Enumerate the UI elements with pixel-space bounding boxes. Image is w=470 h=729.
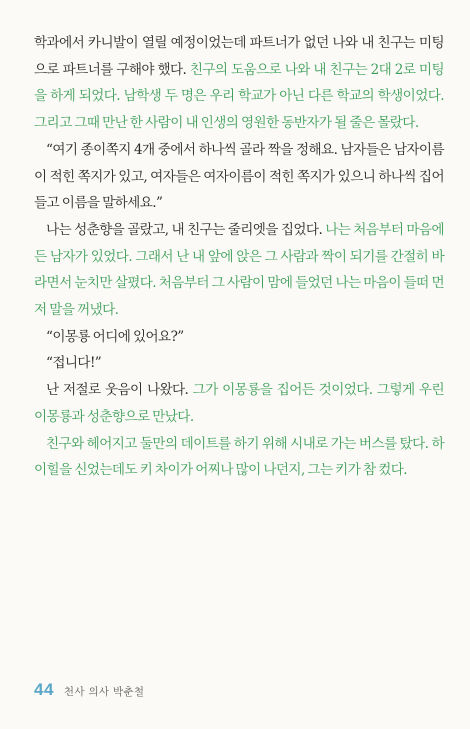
paragraph-2: [34, 137, 444, 217]
paragraph-7: [34, 431, 444, 484]
body-text-segment: “여기 종이쪽지 4개 중에서 하나씩 골라 짝을 정해요. 남자들은 남자이름이 적힌 쪽지가 있고, 여자들은 여자이름이 적힌 쪽지가 있으니 하나씩 집어 들고 이름을 말하세요.”: [34, 141, 444, 212]
paragraph-3: [34, 217, 444, 324]
highlighted-text: 그가 이몽룡을 집어든 것이었다. 그렇게 우린 이몽룡과 성춘향으로 만났다.: [34, 382, 444, 425]
highlighted-text: 친구와 헤어지고 둘만의 데이트를 하기 위해 시내로 가는 버스를 탔다. 하이힐을 신었는데도 키 차이가 어찌나 많이 나던지, 그는 키가 참 컸다.: [34, 435, 444, 479]
paragraph-1: [34, 30, 444, 137]
body-text-segment: “접니다!”: [46, 355, 102, 372]
page-number: 44: [34, 680, 54, 699]
body-text: [34, 30, 444, 484]
body-text-segment: 학과에서 카니발이 열릴 예정이었는데 파트너가 없던 나와 내 친구는 미팅으로 파트너를 구해야 했다.: [34, 35, 444, 78]
body-text-segment: 나는 성춘향을 골랐고, 내 친구는 줄리엣을 집었다.: [46, 221, 326, 238]
highlighted-text: 친구의 도움으로 나와 내 친구는 2대 2로 미팅을 하게 되었다. 남학생 두 명은 우리 학교가 아닌 다른 학교의 학생이었다. 그리고 그때 만난 한 사람이 내 인생의 영원한 동반자가 될 줄은 몰랐다.: [34, 61, 444, 132]
paragraph-6: [34, 377, 444, 430]
highlighted-text: 나는 처음부터 마음에 든 남자가 있었다. 그래서 난 내 앞에 앉은 그 사람과 짝이 되기를 간절히 바라면서 눈치만 살폈다. 처음부터 그 사람이 맘에 들었던 나는 마음이 들떠 먼저 말을 꺼냈다.: [34, 221, 444, 319]
page-footer: [34, 680, 144, 700]
paragraph-5: [34, 350, 444, 377]
running-title: 천사 의사 박춘철: [63, 686, 145, 698]
body-text-segment: “이몽룡 어디에 있어요?”: [46, 328, 184, 345]
body-text-segment: 난 저절로 웃음이 나왔다.: [46, 382, 193, 399]
paragraph-4: [34, 324, 444, 351]
